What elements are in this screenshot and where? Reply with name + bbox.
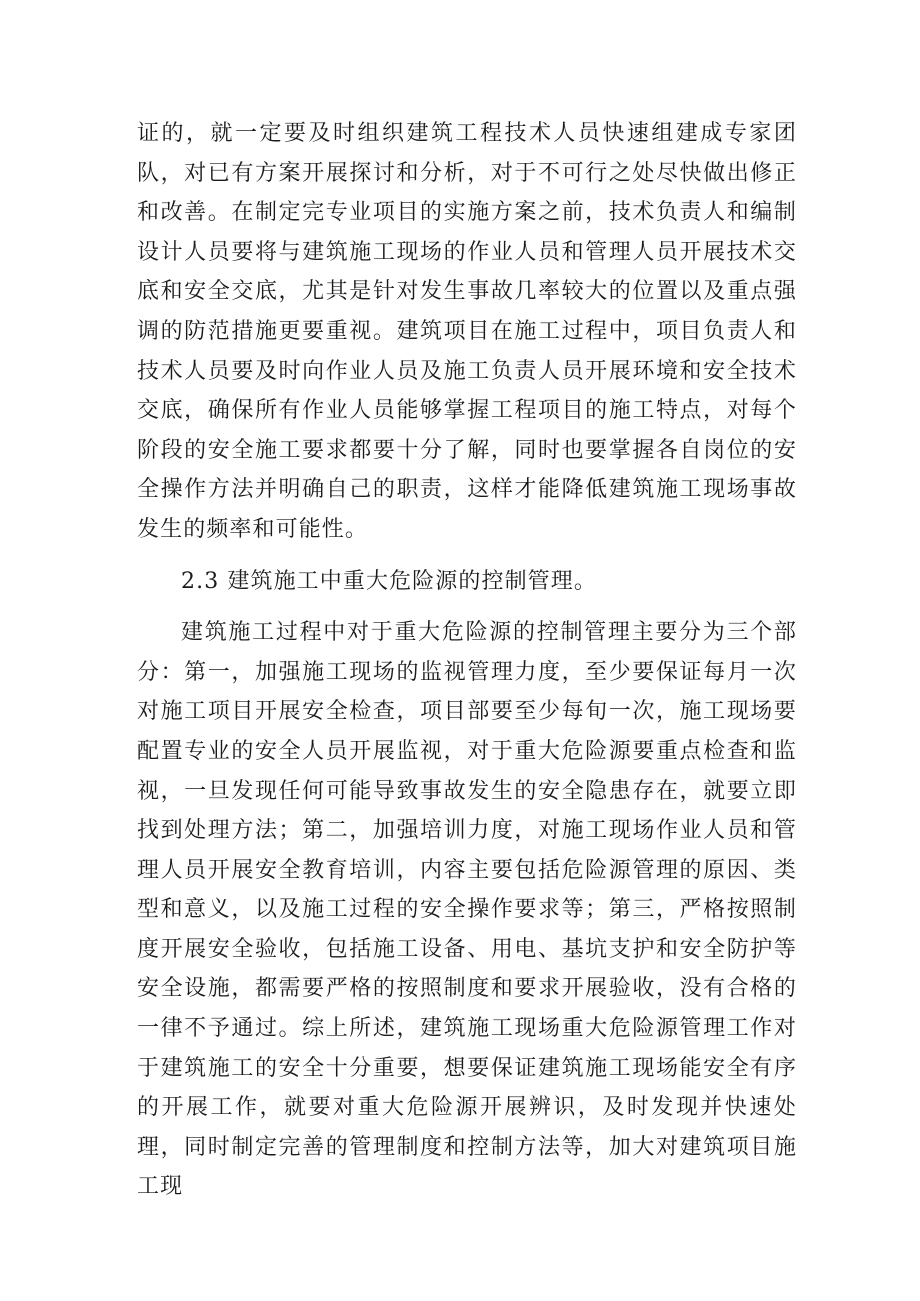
body-paragraph: 建筑施工过程中对于重大危险源的控制管理主要分为三个部分：第一，加强施工现场的监视管理力度，至少要保证每月一次对施工项目开展安全检查，项目部要至少每旬一次，施工现场要配置专业的安全人员开展监视，对于重大危险源要重点检查和监视，一旦发现任何可能导致事故发生的安全隐患存在，就要立即找到处理方法；第二，加强培训力度，对施工现场作业人员和管理人员开展安全教育培训，内容主要包括危险源管理的原因、类型和意义，以及施工过程的安全操作要求等；第三，严格按照制度开展安全验收，包括施工设备、用电、基坑支护和安全防护等安全设施，都需要严格的按照制度和要求开展验收，没有合格的一律不予通过。综上所述，建筑施工现场重大危险源管理工作对于建筑施工的安全十分重要，想要保证建筑施工现场能安全有序的开展工作，就要对重大危险源开展辨识，及时发现并快速处理，同时制定完善的管理制度和控制方法等，加大对建筑项目施工现	[137, 620, 797, 1200]
body-paragraph-continued: 证的，就一定要及时组织建筑工程技术人员快速组建成专家团队，对已有方案开展探讨和分析，对于不可行之处尽快做出修正和改善。在制定完专业项目的实施方案之前，技术负责人和编制设计人员要将与建筑施工现场的作业人员和管理人员开展技术交底和安全交底，尤其是针对发生事故几率较大的位置以及重点强调的防范措施更要重视。建筑项目在施工过程中，项目负责人和技术人员要及时向作业人员及施工负责人员开展环境和安全技术交底，确保所有作业人员能够掌握工程项目的施工特点，对每个阶段的安全施工要求都要十分了解，同时也要掌握各自岗位的安全操作方法并明确自己的职责，这样才能降低建筑施工现场事故发生的频率和可能性。	[137, 121, 797, 542]
document-page	[137, 114, 797, 1207]
section-heading: 2.3 建筑施工中重大危险源的控制管理。	[181, 568, 597, 594]
